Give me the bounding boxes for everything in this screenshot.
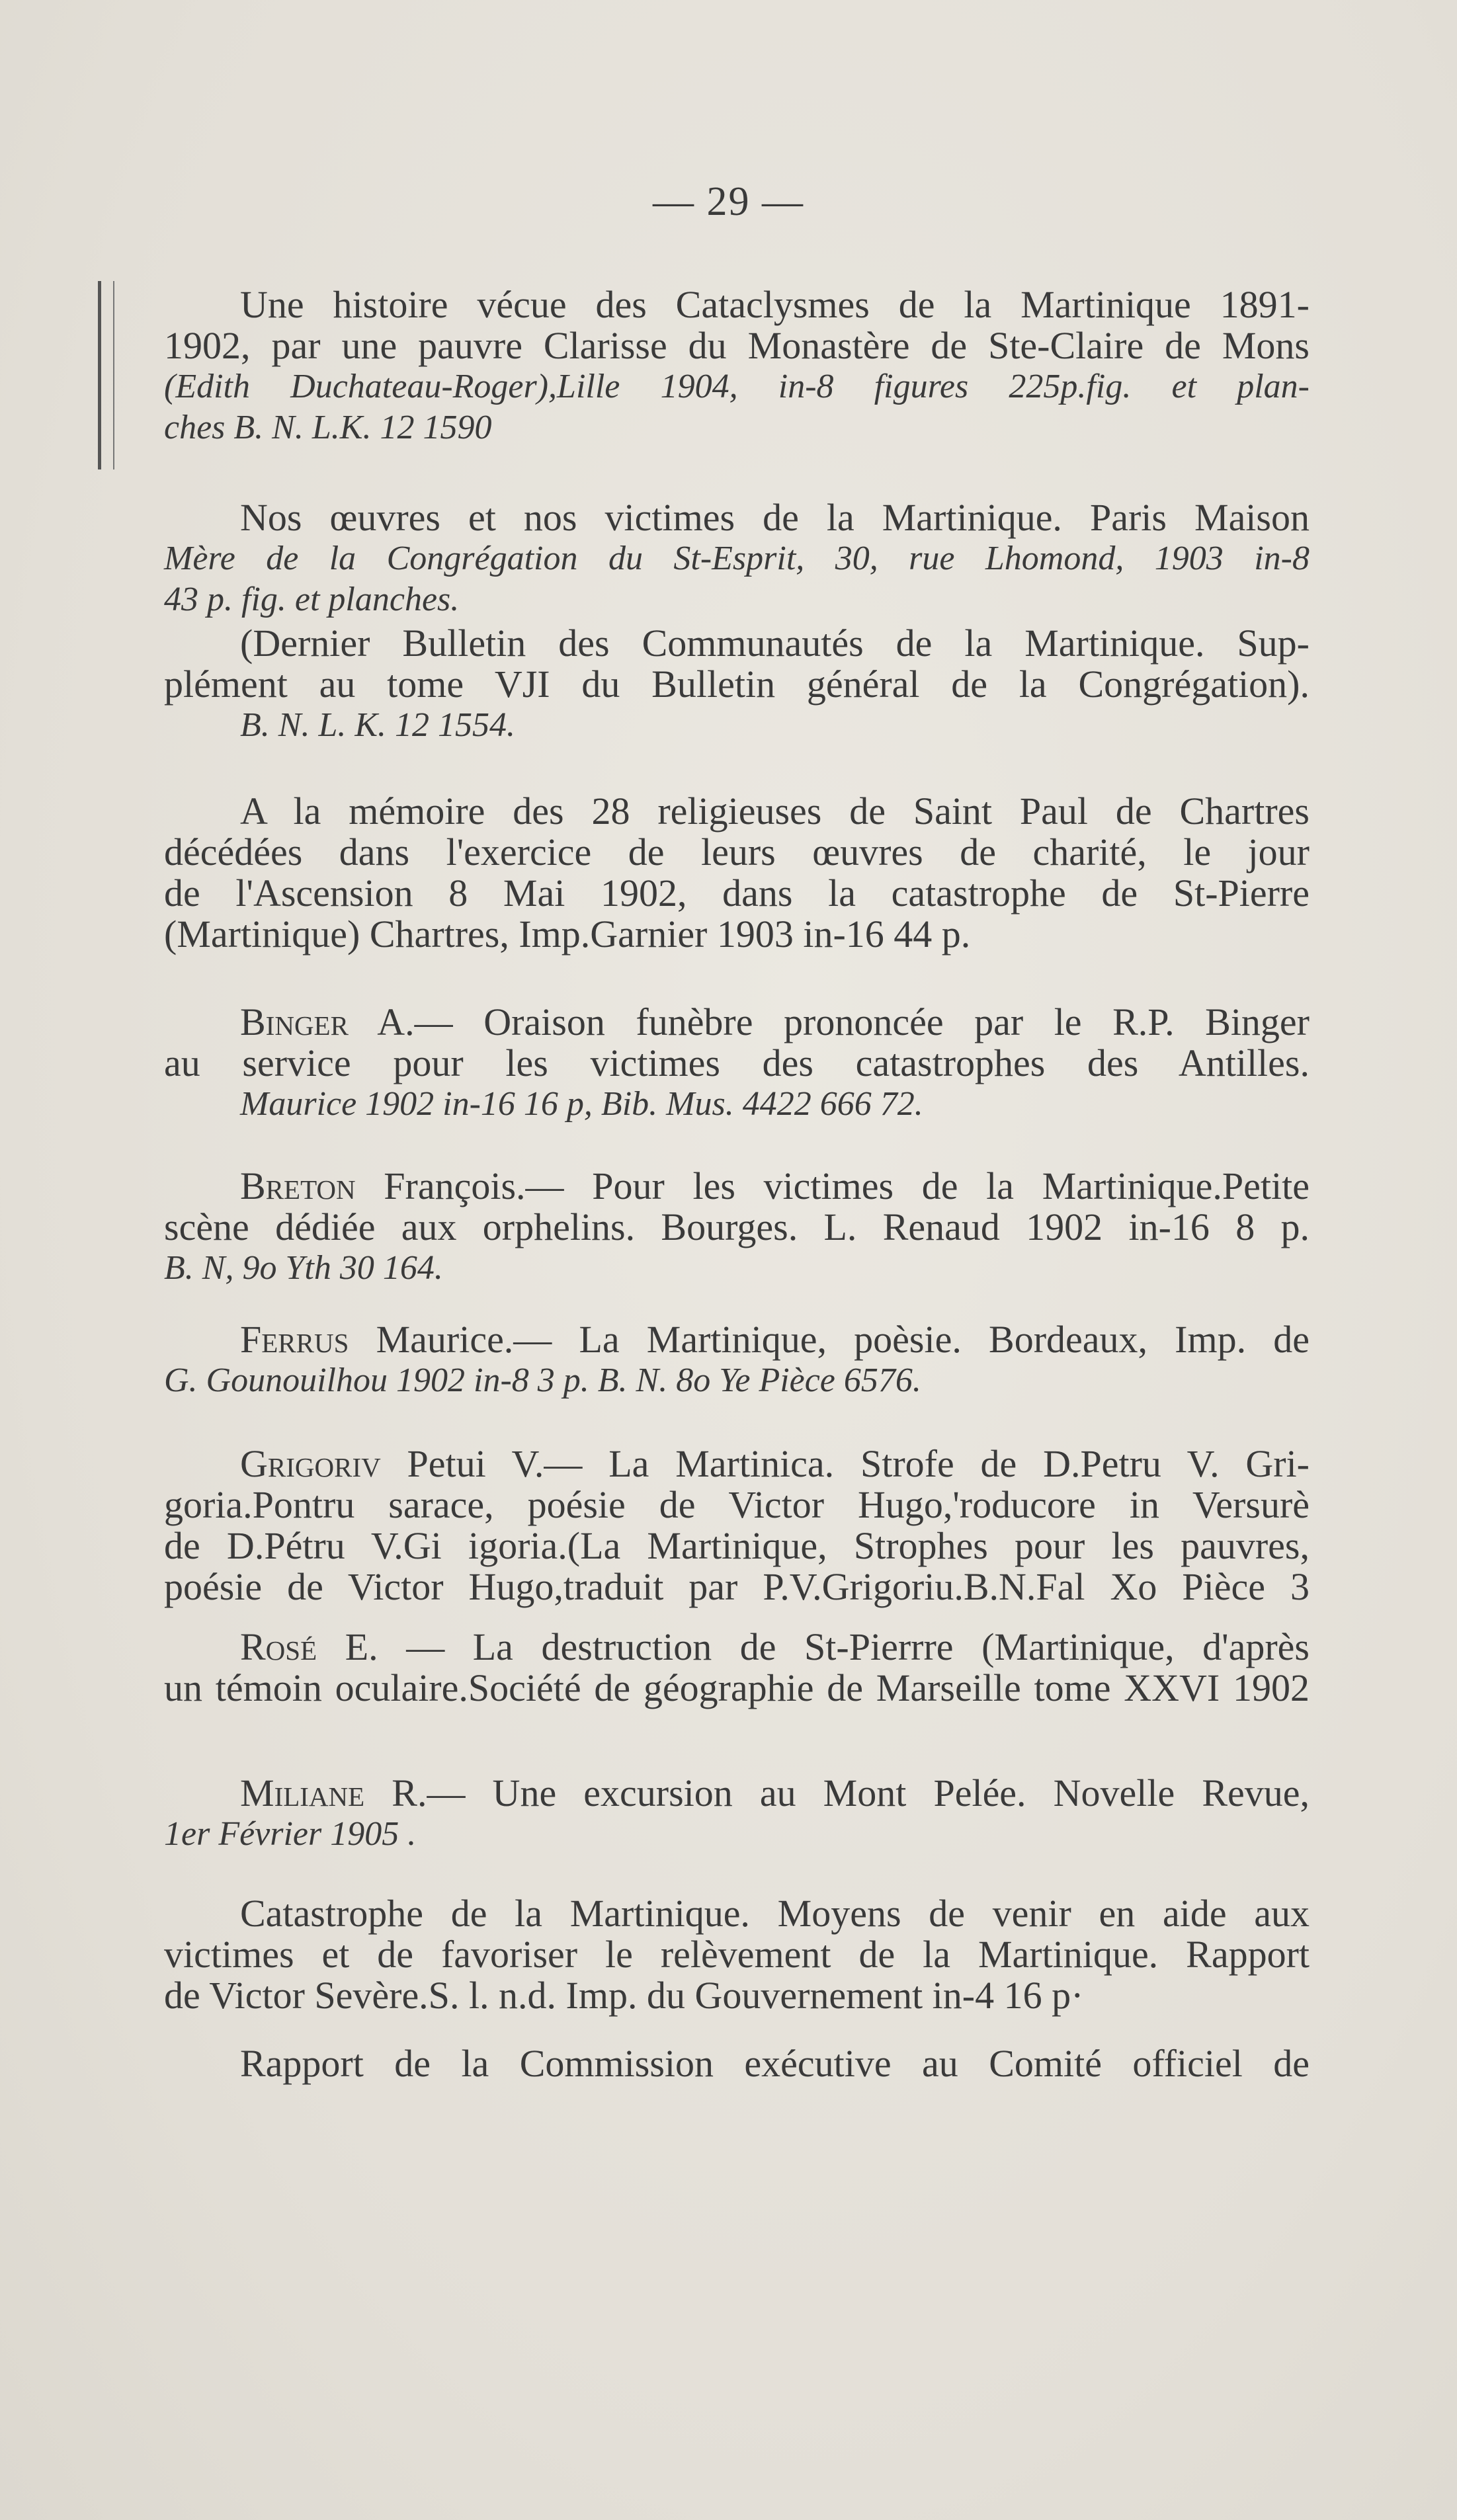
bibliography-entry xyxy=(164,2043,1310,2084)
bibliography-entry xyxy=(164,1627,1310,1709)
page-number: — 29 — xyxy=(653,179,804,224)
entry-author: Rosé xyxy=(240,1625,317,1668)
entry-line: plément au tome VJI du Bulletin général de la Congrégation). xyxy=(164,663,1310,706)
entry-line: (Edith Duchateau-Roger),Lille 1904, in-8 figures 225p.fig. et plan- xyxy=(164,368,1310,405)
entry-line: B. N. L. K. 12 1554. xyxy=(240,706,516,744)
entry-line: de D.Pétru V.Gi igoria.(La Martinique, Strophes pour les pauvres, xyxy=(164,1524,1310,1567)
bibliography-entry xyxy=(164,623,1310,746)
bibliography-entry xyxy=(164,1002,1310,1125)
entry-line: Mère de la Congrégation du St-Esprit, 30, rue Lhomond, 1903 in-8 xyxy=(164,540,1310,577)
entry-line: de l'Ascension 8 Mai 1902, dans la catastrophe de St-Pierre xyxy=(164,872,1310,915)
entry-line: B. N, 9o Yth 30 164. xyxy=(164,1249,443,1287)
entry-line: Catastrophe de la Martinique. Moyens de venir en aide aux xyxy=(240,1892,1310,1935)
entry-author: Ferrus xyxy=(240,1318,349,1361)
entry-line-text: François.— Pour les victimes de la Martinique.Petite xyxy=(384,1164,1310,1207)
entry-line xyxy=(164,1166,1310,1207)
entry-line xyxy=(164,1773,1310,1814)
entry-line: poésie de Victor Hugo,traduit par P.V.Grigoriu.B.N.Fal Xo Pièce 3 xyxy=(164,1565,1310,1608)
entry-line: (Martinique) Chartres, Imp.Garnier 1903 in-16 44 p. xyxy=(164,913,971,955)
entry-line: 1er Février 1905 . xyxy=(164,1815,417,1853)
bibliography-entry xyxy=(164,284,1310,448)
entry-line: Une histoire vécue des Cataclysmes de la Martinique 1891- xyxy=(240,283,1310,326)
entry-line: Rapport de la Commission exécutive au Comité officiel de xyxy=(240,2042,1310,2085)
entry-line: Maurice 1902 in-16 16 p, Bib. Mus. 4422 666 72. xyxy=(240,1085,923,1123)
bibliography-entry xyxy=(164,791,1310,955)
margin-bracket-mark xyxy=(98,281,114,469)
entry-line: (Dernier Bulletin des Communautés de la Martinique. Sup- xyxy=(240,622,1310,665)
bibliography-entry xyxy=(164,1319,1310,1401)
entry-line: 43 p. fig. et planches. xyxy=(164,581,460,618)
entry-author: Miliane xyxy=(240,1771,365,1814)
entry-line: Nos œuvres et nos victimes de la Martinique. Paris Maison xyxy=(240,496,1310,539)
entry-line: victimes et de favoriser le relèvement de la Martinique. Rapport xyxy=(164,1933,1310,1976)
bibliography-entry xyxy=(164,1773,1310,1855)
entry-line: goria.Pontru sarace, poésie de Victor Hugo,'roducore in Versurè xyxy=(164,1483,1310,1526)
entry-line: G. Gounouilhou 1902 in-8 3 p. B. N. 8o Ye Pièce 6576. xyxy=(164,1362,921,1399)
entry-line-text: Petui V.— La Martinica. Strofe de D.Petru V. Gri- xyxy=(407,1442,1310,1485)
entry-author: Binger xyxy=(240,1000,349,1043)
entry-author: Grigoriv xyxy=(240,1442,381,1485)
entry-line: scène dédiée aux orphelins. Bourges. L. Renaud 1902 in-16 8 p. xyxy=(164,1205,1310,1248)
bibliography-entry xyxy=(164,1893,1310,2016)
entry-line xyxy=(164,1627,1310,1668)
entry-line-text: R.— Une excursion au Mont Pelée. Novelle Revue, xyxy=(392,1771,1310,1814)
entry-line: A la mémoire des 28 religieuses de Saint Paul de Chartres xyxy=(240,790,1310,833)
entry-line: au service pour les victimes des catastrophes des Antilles. xyxy=(164,1041,1310,1084)
entry-line xyxy=(164,1002,1310,1043)
entry-line xyxy=(164,1319,1310,1360)
bibliography-entry xyxy=(164,497,1310,620)
entry-line: ches B. N. L.K. 12 1590 xyxy=(164,409,492,446)
entry-author: Breton xyxy=(240,1164,356,1207)
entry-line xyxy=(164,1443,1310,1484)
entry-line-text: Maurice.— La Martinique, poèsie. Bordeaux, Imp. de xyxy=(376,1318,1310,1361)
bibliography-entry xyxy=(164,1443,1310,1607)
entry-line-text: A.— Oraison funèbre prononcée par le R.P. Binger xyxy=(377,1000,1310,1043)
entry-line-text: E. — La destruction de St-Pierrre (Martinique, d'après xyxy=(345,1625,1310,1668)
entry-line: de Victor Sevère.S. l. n.d. Imp. du Gouvernement in-4 16 p· xyxy=(164,1974,1084,2017)
bibliography-entry xyxy=(164,1166,1310,1289)
entry-line: décédées dans l'exercice de leurs œuvres de charité, le jour xyxy=(164,831,1310,874)
entry-line: un témoin oculaire.Société de géographie de Marseille tome XXVI 1902 xyxy=(164,1666,1310,1709)
entry-line: 1902, par une pauvre Clarisse du Monastère de Ste-Claire de Mons xyxy=(164,324,1310,367)
